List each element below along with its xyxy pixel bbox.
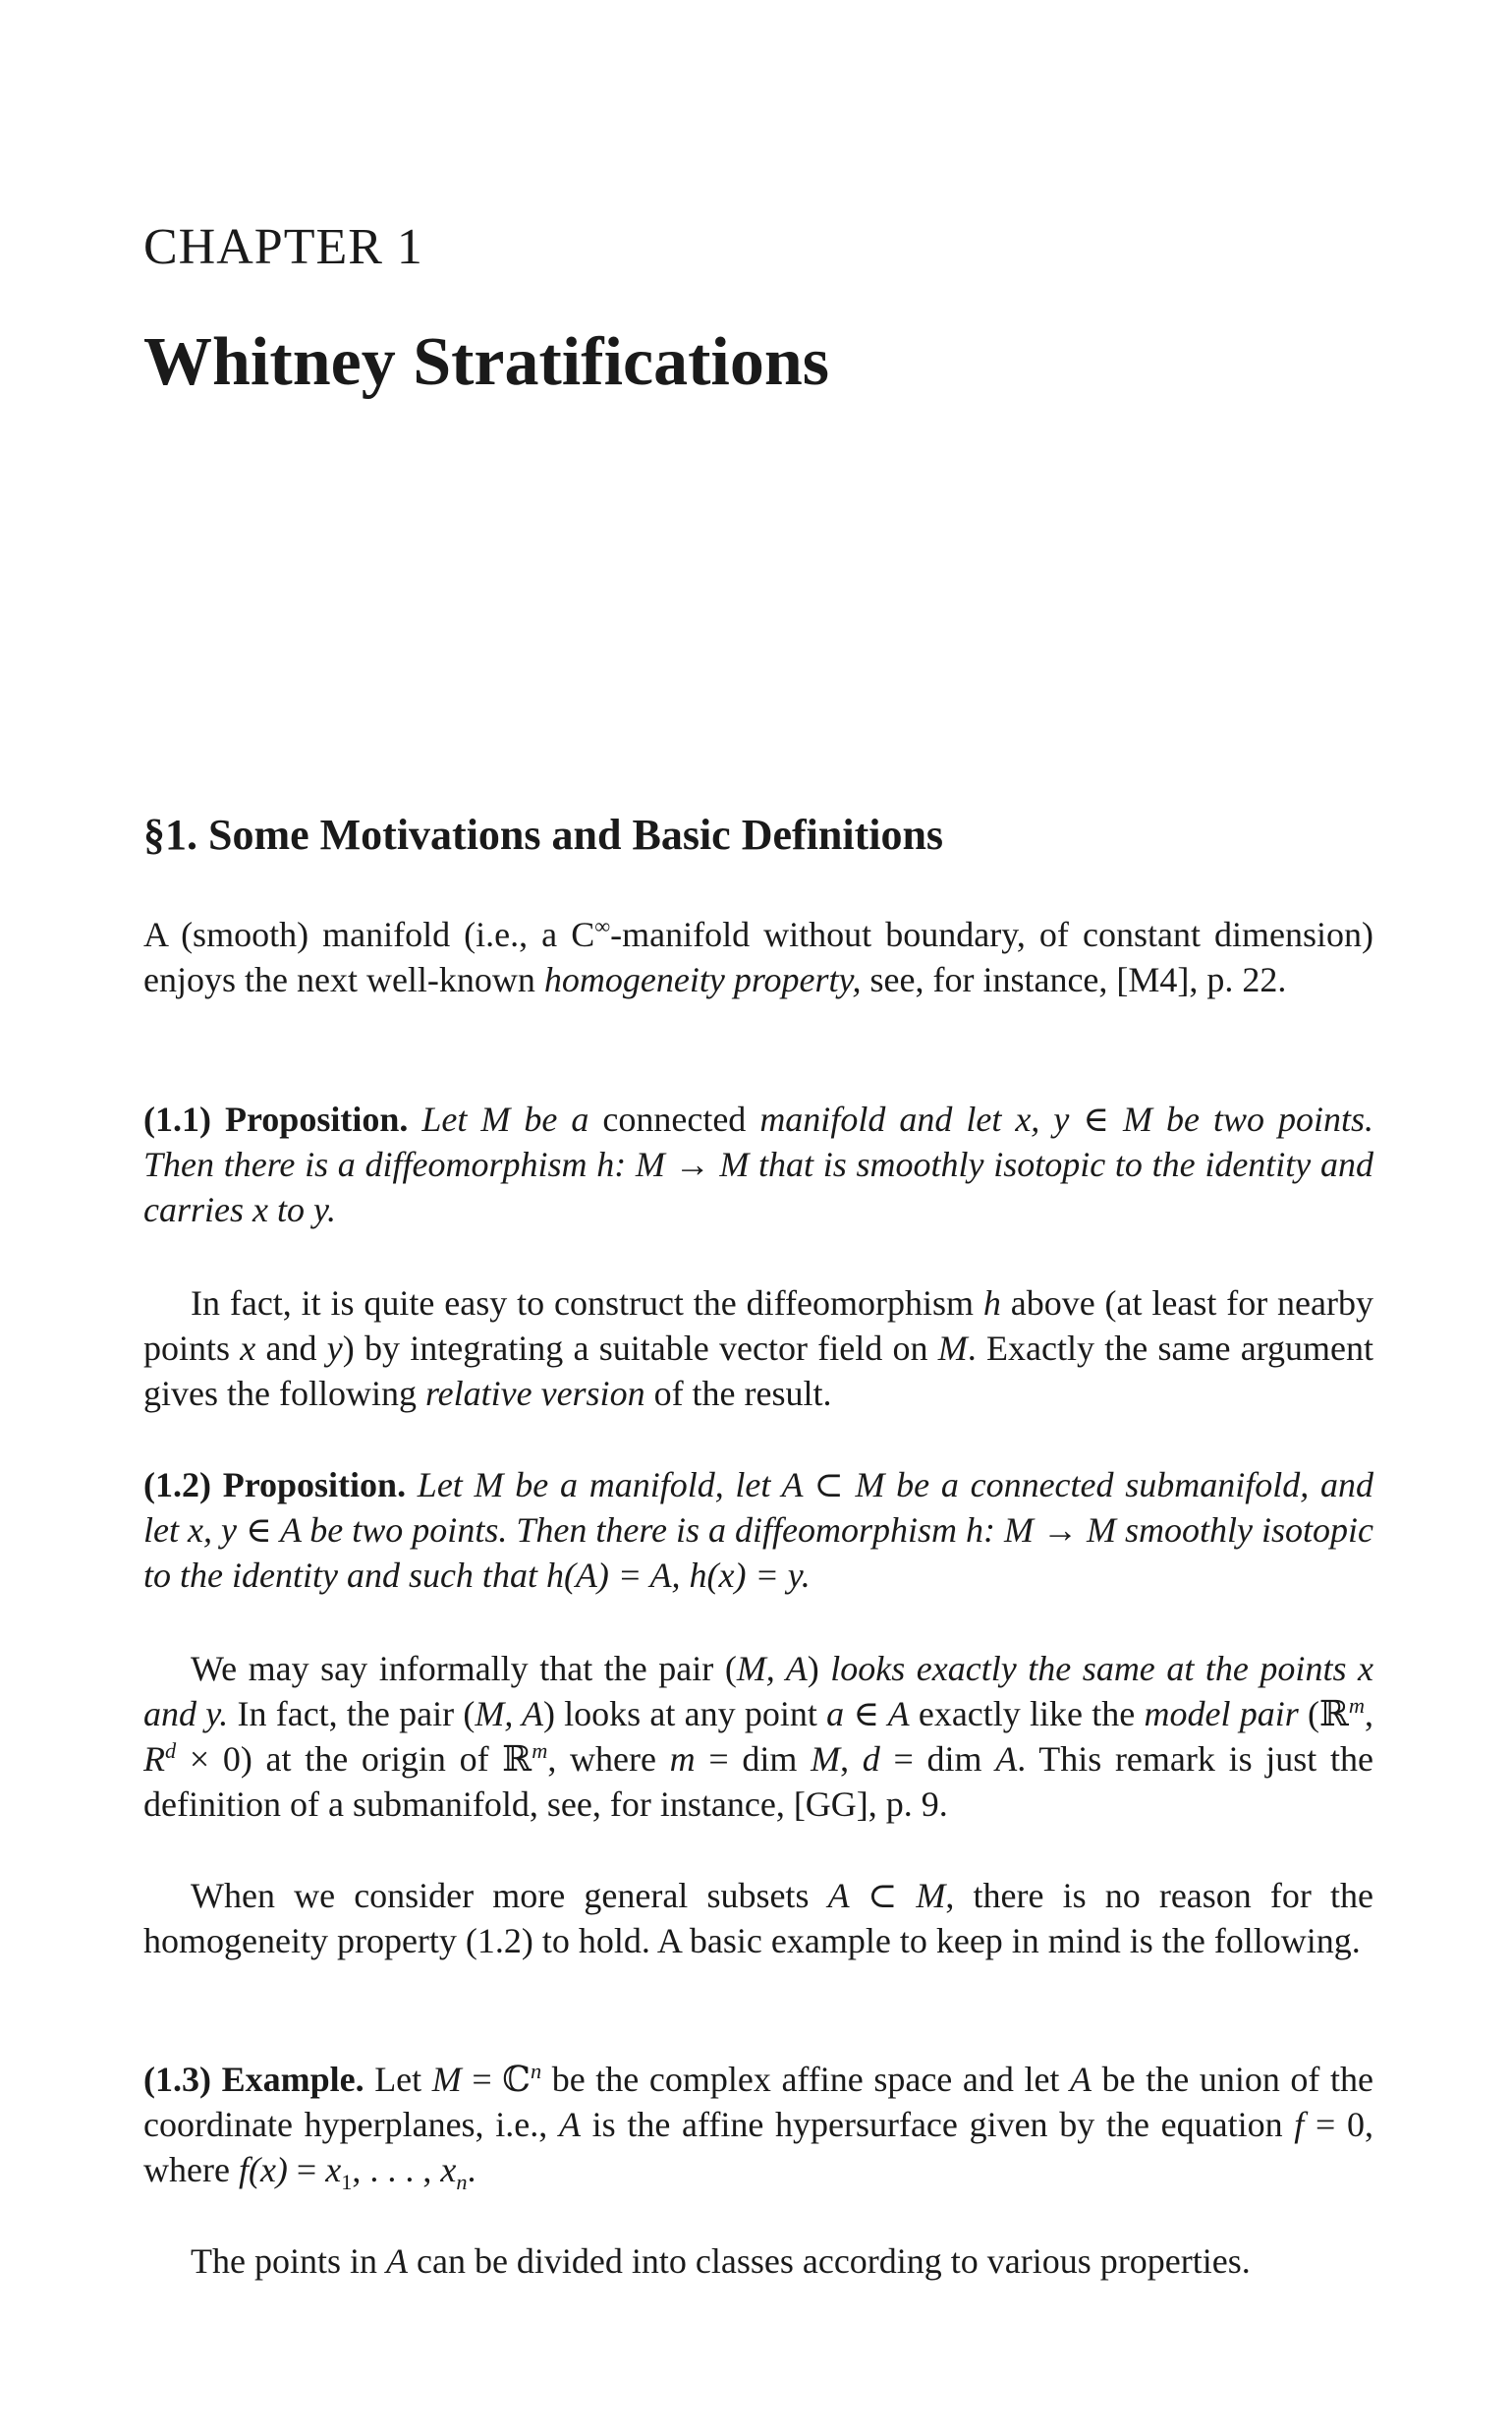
proposition-label: (1.1) Proposition. [143, 1100, 409, 1139]
paragraph-after-1-1: In fact, it is quite easy to construct the diffeomorphism h above (at least for nearby points x and y) by integrating a suitable vector field on M. Exactly the same argument gives the following relative version of the result. [143, 1283, 1374, 1413]
proposition-label: (1.2) Proposition. [143, 1465, 407, 1504]
proposition-1-1: (1.1) Proposition. Let M be a connected manifold and let x, y ∈ M be two points. Then there is a diffeomorphism h: M → M that is smoothly isotopic to the identity and carries x to y. [143, 1100, 1373, 1229]
chapter-label: CHAPTER 1 [143, 219, 423, 275]
paragraph-general-subsets: When we consider more general subsets A ⊂ M, there is no reason for the homogeneity property (1.2) to hold. A basic example to keep in mind is the following. [143, 1876, 1374, 1960]
example-label: (1.3) Example. [143, 2060, 364, 2099]
closing-paragraph: The points in A can be divided into classes according to various properties. [191, 2241, 1251, 2281]
proposition-1-2: (1.2) Proposition. Let M be a manifold, let A ⊂ M be a connected submanifold, and let x, y ∈ A be two points. Then there is a diffeomorphism h: M → M smoothly isotopic to the identity and such that h(A) = A, h(x) = y. [143, 1465, 1373, 1595]
chapter-title: Whitney Stratifications [143, 324, 830, 400]
paragraph-after-1-2: We may say informally that the pair (M, A) looks exactly the same at the points x and y. In fact, the pair (M, A) looks at any point a ∈ A exactly like the model pair (ℝ$^m$, $R^d \times 0$) at the origin of ℝ$^m$, where m = dim M, d = dim A. This remark is just the definition of a submanifold, see, for instance, [GG], p. 9. [143, 1649, 1374, 1824]
example-1-3: (1.3) Example. Let M = ℂ$^n$ be the complex affine space and let A be the union of the coordinate hyperplanes, i.e., A is the affine hypersurface given by the equation f = 0, where $f(x) = x_1$, . . . , $x_n$. [143, 2059, 1374, 2195]
section-title: §1. Some Motivations and Basic Definitions [143, 811, 944, 859]
intro-paragraph: A (smooth) manifold (i.e., a C∞-manifold without boundary, of constant dimension) enjoys the next well-known homogeneity property, see, for instance, [M4], p. 22. [143, 914, 1373, 999]
